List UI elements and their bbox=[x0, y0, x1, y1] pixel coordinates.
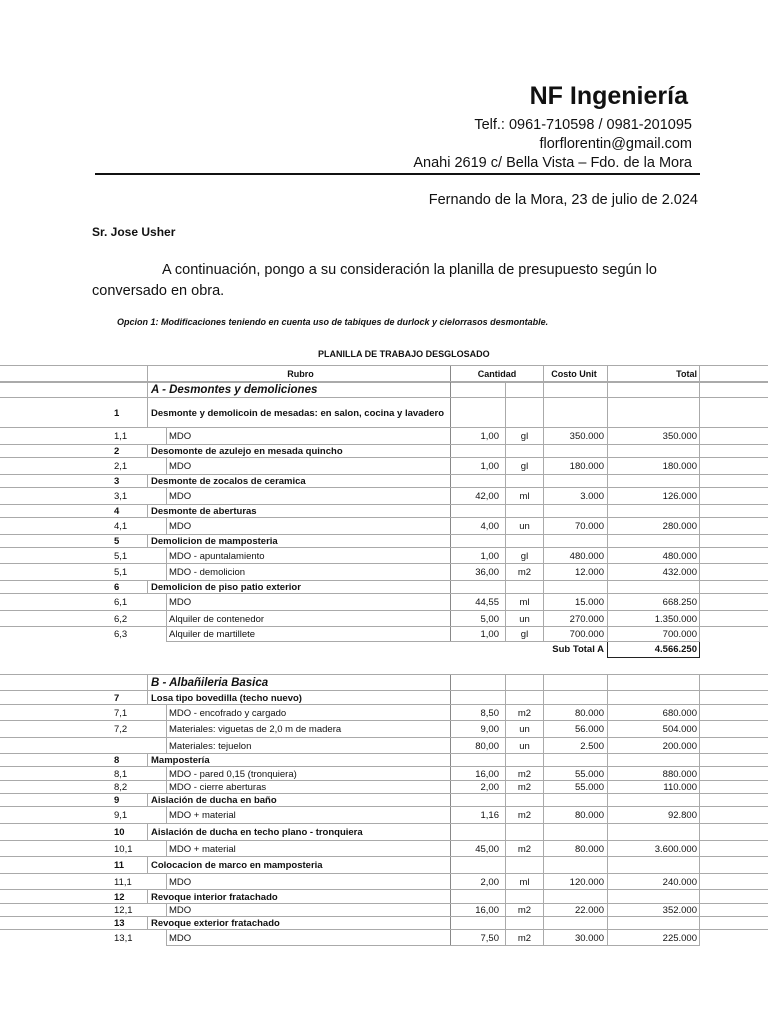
unit-cost: Sub Total A bbox=[552, 644, 604, 655]
unit-cost: 15.000 bbox=[543, 594, 607, 611]
item-number: 6,1 bbox=[114, 597, 128, 608]
table-row bbox=[0, 780, 768, 794]
table-row bbox=[0, 427, 768, 445]
total: 880.000 bbox=[607, 767, 700, 781]
item-number: 8 bbox=[114, 755, 120, 766]
total bbox=[607, 675, 700, 691]
quantity bbox=[450, 857, 505, 874]
total: 180.000 bbox=[607, 458, 700, 475]
company-name: NF Ingeniería bbox=[529, 82, 688, 110]
unit-cost: 480.000 bbox=[543, 548, 607, 564]
unit: m2 bbox=[505, 705, 543, 721]
total: 126.000 bbox=[607, 488, 700, 505]
item-description: MDO bbox=[169, 597, 192, 608]
item-number: 3 bbox=[114, 476, 120, 487]
company-address: Anahi 2619 c/ Bella Vista – Fdo. de la Mora bbox=[413, 155, 692, 171]
table-row bbox=[0, 916, 768, 930]
quantity: 1,00 bbox=[450, 627, 505, 642]
unit: un bbox=[505, 738, 543, 754]
unit-cost: 2.500 bbox=[543, 738, 607, 754]
total bbox=[607, 824, 700, 841]
unit: gl bbox=[505, 428, 543, 445]
item-description bbox=[147, 641, 450, 658]
total: 110.000 bbox=[607, 781, 700, 794]
unit-cost: 55.000 bbox=[543, 767, 607, 781]
item-number: 1,1 bbox=[114, 431, 128, 442]
unit-cost bbox=[543, 890, 607, 904]
unit: gl bbox=[505, 458, 543, 475]
table-row bbox=[0, 534, 768, 548]
table-row bbox=[0, 873, 768, 890]
item-number: 8,2 bbox=[114, 782, 128, 793]
quantity bbox=[450, 641, 505, 658]
header-divider bbox=[95, 173, 700, 175]
table-row bbox=[0, 737, 768, 754]
item-description: A - Desmontes y demoliciones bbox=[147, 382, 450, 398]
total: 280.000 bbox=[607, 518, 700, 535]
item-description: MDO bbox=[169, 521, 192, 532]
unit bbox=[505, 641, 543, 658]
unit-cost: 350.000 bbox=[543, 428, 607, 445]
recipient: Sr. Jose Usher bbox=[92, 225, 176, 239]
unit: m2 bbox=[505, 807, 543, 824]
table-row bbox=[0, 690, 768, 705]
item-description: Mampostería bbox=[147, 754, 450, 767]
item-number: 2,1 bbox=[114, 461, 128, 472]
quantity: 16,00 bbox=[450, 904, 505, 917]
item-description: MDO bbox=[169, 461, 192, 472]
unit bbox=[505, 382, 543, 398]
item-description: Demolicion de mamposteria bbox=[147, 535, 450, 548]
unit-cost: 3.000 bbox=[543, 488, 607, 505]
subtotal-row bbox=[0, 641, 768, 658]
item-description: Demolicion de piso patio exterior bbox=[147, 581, 450, 594]
unit: gl bbox=[505, 627, 543, 642]
item-description: Losa tipo bovedilla (techo nuevo) bbox=[147, 691, 450, 705]
item-number: 11 bbox=[114, 860, 125, 871]
item-number: 10 bbox=[114, 827, 125, 838]
item-number: 3,1 bbox=[114, 491, 128, 502]
table-row bbox=[0, 766, 768, 781]
item-number: 8,1 bbox=[114, 768, 128, 780]
item-number: 12 bbox=[114, 891, 125, 903]
total: 200.000 bbox=[607, 738, 700, 754]
unit-cost bbox=[543, 382, 607, 398]
quantity: 1,00 bbox=[450, 428, 505, 445]
item-description: MDO - demolicion bbox=[169, 567, 246, 578]
total: 352.000 bbox=[607, 904, 700, 917]
unit-cost: 270.000 bbox=[543, 611, 607, 627]
unit-cost: 30.000 bbox=[543, 930, 607, 946]
item-number: 2 bbox=[114, 446, 120, 457]
item-description: Aislación de ducha en baño bbox=[147, 794, 450, 807]
table-row bbox=[0, 626, 768, 642]
total: 350.000 bbox=[607, 428, 700, 445]
letter-date: Fernando de la Mora, 23 de julio de 2.024 bbox=[428, 192, 698, 208]
total: 432.000 bbox=[607, 564, 700, 581]
quantity: 44,55 bbox=[450, 594, 505, 611]
table-row bbox=[0, 823, 768, 841]
item-number: 1 bbox=[114, 407, 120, 419]
item-description: Desmonte de zocalos de ceramica bbox=[147, 475, 450, 488]
item-description: MDO bbox=[169, 431, 192, 442]
quantity: 45,00 bbox=[450, 841, 505, 857]
item-number: 6,3 bbox=[114, 629, 128, 640]
unit-cost: 80.000 bbox=[543, 841, 607, 857]
table-row bbox=[0, 397, 768, 428]
unit-cost: 700.000 bbox=[543, 627, 607, 642]
quantity: 16,00 bbox=[450, 767, 505, 781]
unit-cost: 180.000 bbox=[543, 458, 607, 475]
quantity bbox=[450, 890, 505, 904]
col-total: Total bbox=[607, 366, 700, 382]
item-description: MDO + material bbox=[169, 843, 236, 855]
unit: ml bbox=[505, 488, 543, 505]
total: 240.000 bbox=[607, 874, 700, 890]
item-number bbox=[114, 382, 148, 398]
item-number: 11,1 bbox=[114, 876, 132, 888]
item-number: 5 bbox=[114, 536, 120, 547]
unit-cost: 12.000 bbox=[543, 564, 607, 581]
item-number: 4,1 bbox=[114, 521, 128, 532]
col-cantidad: Cantidad bbox=[450, 366, 543, 382]
table-row bbox=[0, 753, 768, 767]
unit-cost: 22.000 bbox=[543, 904, 607, 917]
table-row bbox=[0, 889, 768, 904]
unit: m2 bbox=[505, 781, 543, 794]
quantity: 4,00 bbox=[450, 518, 505, 535]
total: 700.000 bbox=[607, 627, 700, 642]
table-row bbox=[0, 547, 768, 564]
item-number bbox=[114, 675, 148, 691]
item-description: Alquiler de martillete bbox=[169, 629, 256, 640]
unit-cost: 56.000 bbox=[543, 721, 607, 738]
total: 4.566.250 bbox=[607, 641, 700, 658]
quantity: 1,16 bbox=[450, 807, 505, 824]
item-description: Revoque exterior fratachado bbox=[147, 917, 450, 930]
item-number: 5,1 bbox=[114, 567, 128, 578]
unit: ml bbox=[505, 594, 543, 611]
total bbox=[607, 691, 700, 705]
unit-cost bbox=[543, 675, 607, 691]
unit bbox=[505, 675, 543, 691]
total bbox=[607, 398, 700, 428]
item-number: 7,2 bbox=[114, 724, 128, 735]
item-number: 9,1 bbox=[114, 810, 128, 821]
unit bbox=[505, 824, 543, 841]
table-row bbox=[0, 580, 768, 594]
col-rubro: Rubro bbox=[147, 366, 450, 382]
quantity: 2,00 bbox=[450, 781, 505, 794]
quantity: 5,00 bbox=[450, 611, 505, 627]
table-bottom-border bbox=[166, 641, 700, 642]
quantity: 36,00 bbox=[450, 564, 505, 581]
table-bottom-border bbox=[166, 945, 700, 946]
section-row bbox=[0, 674, 768, 691]
unit: m2 bbox=[505, 767, 543, 781]
total: 92.800 bbox=[607, 807, 700, 824]
table-row bbox=[0, 840, 768, 857]
quantity: 2,00 bbox=[450, 874, 505, 890]
total: 225.000 bbox=[607, 930, 700, 946]
quantity bbox=[450, 675, 505, 691]
quantity: 9,00 bbox=[450, 721, 505, 738]
item-description: B - Albañileria Basica bbox=[147, 675, 450, 691]
item-number: 7 bbox=[114, 692, 120, 704]
item-description: Colocacion de marco en mamposteria bbox=[147, 857, 450, 874]
table-row bbox=[0, 720, 768, 738]
quantity bbox=[450, 382, 505, 398]
table-row bbox=[0, 457, 768, 475]
unit bbox=[505, 857, 543, 874]
quantity bbox=[450, 691, 505, 705]
unit: un bbox=[505, 611, 543, 627]
quantity: 1,00 bbox=[450, 458, 505, 475]
item-number: 13,1 bbox=[114, 932, 133, 944]
unit bbox=[505, 890, 543, 904]
table-row bbox=[0, 517, 768, 535]
unit: m2 bbox=[505, 564, 543, 581]
unit: un bbox=[505, 721, 543, 738]
total bbox=[607, 382, 700, 398]
item-number: 7,1 bbox=[114, 707, 128, 719]
unit: gl bbox=[505, 548, 543, 564]
item-number: 6 bbox=[114, 582, 120, 593]
unit: un bbox=[505, 518, 543, 535]
item-description: MDO - apuntalamiento bbox=[169, 550, 265, 562]
table-row bbox=[0, 474, 768, 488]
unit-cost bbox=[543, 691, 607, 705]
company-email: florflorentin@gmail.com bbox=[539, 136, 692, 152]
item-description: MDO - pared 0,15 (tronquiera) bbox=[169, 768, 297, 780]
unit-cost bbox=[543, 857, 607, 874]
table-row bbox=[0, 806, 768, 824]
unit-cost bbox=[543, 398, 607, 428]
total: 1.350.000 bbox=[607, 611, 700, 627]
item-number bbox=[114, 738, 148, 754]
item-number: 10,1 bbox=[114, 843, 133, 855]
total: 480.000 bbox=[607, 548, 700, 564]
item-description: MDO bbox=[169, 491, 192, 502]
quantity bbox=[450, 824, 505, 841]
item-description: Revoque interior fratachado bbox=[147, 890, 450, 904]
unit-cost bbox=[543, 824, 607, 841]
unit bbox=[505, 398, 543, 428]
item-number bbox=[114, 641, 148, 658]
item-description: Alquiler de contenedor bbox=[169, 613, 265, 625]
table-row bbox=[0, 610, 768, 627]
item-description: MDO bbox=[169, 905, 192, 916]
table-row bbox=[0, 793, 768, 807]
item-description: Desmonte de aberturas bbox=[147, 505, 450, 518]
total bbox=[607, 890, 700, 904]
quantity: 8,50 bbox=[450, 705, 505, 721]
item-number: 13 bbox=[114, 918, 125, 929]
unit-cost: 80.000 bbox=[543, 807, 607, 824]
table-row bbox=[0, 487, 768, 505]
total: 3.600.000 bbox=[607, 841, 700, 857]
total bbox=[607, 857, 700, 874]
option-note: Opcion 1: Modificaciones teniendo en cuenta uso de tabiques de durlock y cielorrasos desmontable. bbox=[117, 317, 549, 327]
company-phone: Telf.: 0961-710598 / 0981-201095 bbox=[474, 117, 692, 133]
table-row bbox=[0, 504, 768, 518]
table-row bbox=[0, 593, 768, 611]
unit: ml bbox=[505, 874, 543, 890]
item-description: Desomonte de azulejo en mesada quincho bbox=[147, 445, 450, 458]
item-description: MDO - cierre aberturas bbox=[169, 782, 267, 793]
total: 680.000 bbox=[607, 705, 700, 721]
unit bbox=[505, 691, 543, 705]
item-number: 9 bbox=[114, 795, 120, 806]
item-description: Aislación de ducha en techo plano - tronquiera bbox=[147, 824, 450, 841]
unit-cost: 120.000 bbox=[543, 874, 607, 890]
item-description: Desmonte y demolicoin de mesadas: en salon, cocina y lavadero bbox=[147, 398, 450, 428]
unit: m2 bbox=[505, 841, 543, 857]
item-number: 5,1 bbox=[114, 550, 128, 562]
item-description: MDO - encofrado y cargado bbox=[169, 707, 287, 719]
item-description: MDO bbox=[169, 932, 192, 944]
item-description: Materiales: viguetas de 2,0 m de madera bbox=[169, 724, 342, 735]
total: 504.000 bbox=[607, 721, 700, 738]
item-description: MDO bbox=[169, 876, 192, 888]
table-row bbox=[0, 444, 768, 458]
quantity bbox=[450, 398, 505, 428]
unit-cost: 55.000 bbox=[543, 781, 607, 794]
intro-paragraph: A continuación, pongo a su consideración la planilla de presupuesto según lo conversado en obra. bbox=[92, 262, 657, 299]
table-row bbox=[0, 563, 768, 581]
item-number: 12,1 bbox=[114, 905, 133, 916]
quantity: 7,50 bbox=[450, 930, 505, 946]
quantity: 80,00 bbox=[450, 738, 505, 754]
quantity: 1,00 bbox=[450, 548, 505, 564]
unit: m2 bbox=[505, 930, 543, 946]
section-row bbox=[0, 381, 768, 398]
item-description: MDO + material bbox=[169, 810, 236, 821]
unit-cost: 70.000 bbox=[543, 518, 607, 535]
table-row bbox=[0, 929, 768, 946]
item-description: Materiales: tejuelon bbox=[169, 740, 252, 752]
table-row bbox=[0, 903, 768, 917]
unit: m2 bbox=[505, 904, 543, 917]
table-row bbox=[0, 704, 768, 721]
total: 668.250 bbox=[607, 594, 700, 611]
item-number: 4 bbox=[114, 506, 120, 517]
quantity: 42,00 bbox=[450, 488, 505, 505]
col-costo: Costo Unit bbox=[543, 366, 607, 382]
table-title: PLANILLA DE TRABAJO DESGLOSADO bbox=[318, 349, 490, 359]
unit-cost: 80.000 bbox=[543, 705, 607, 721]
table-row bbox=[0, 856, 768, 874]
item-number: 6,2 bbox=[114, 613, 128, 625]
